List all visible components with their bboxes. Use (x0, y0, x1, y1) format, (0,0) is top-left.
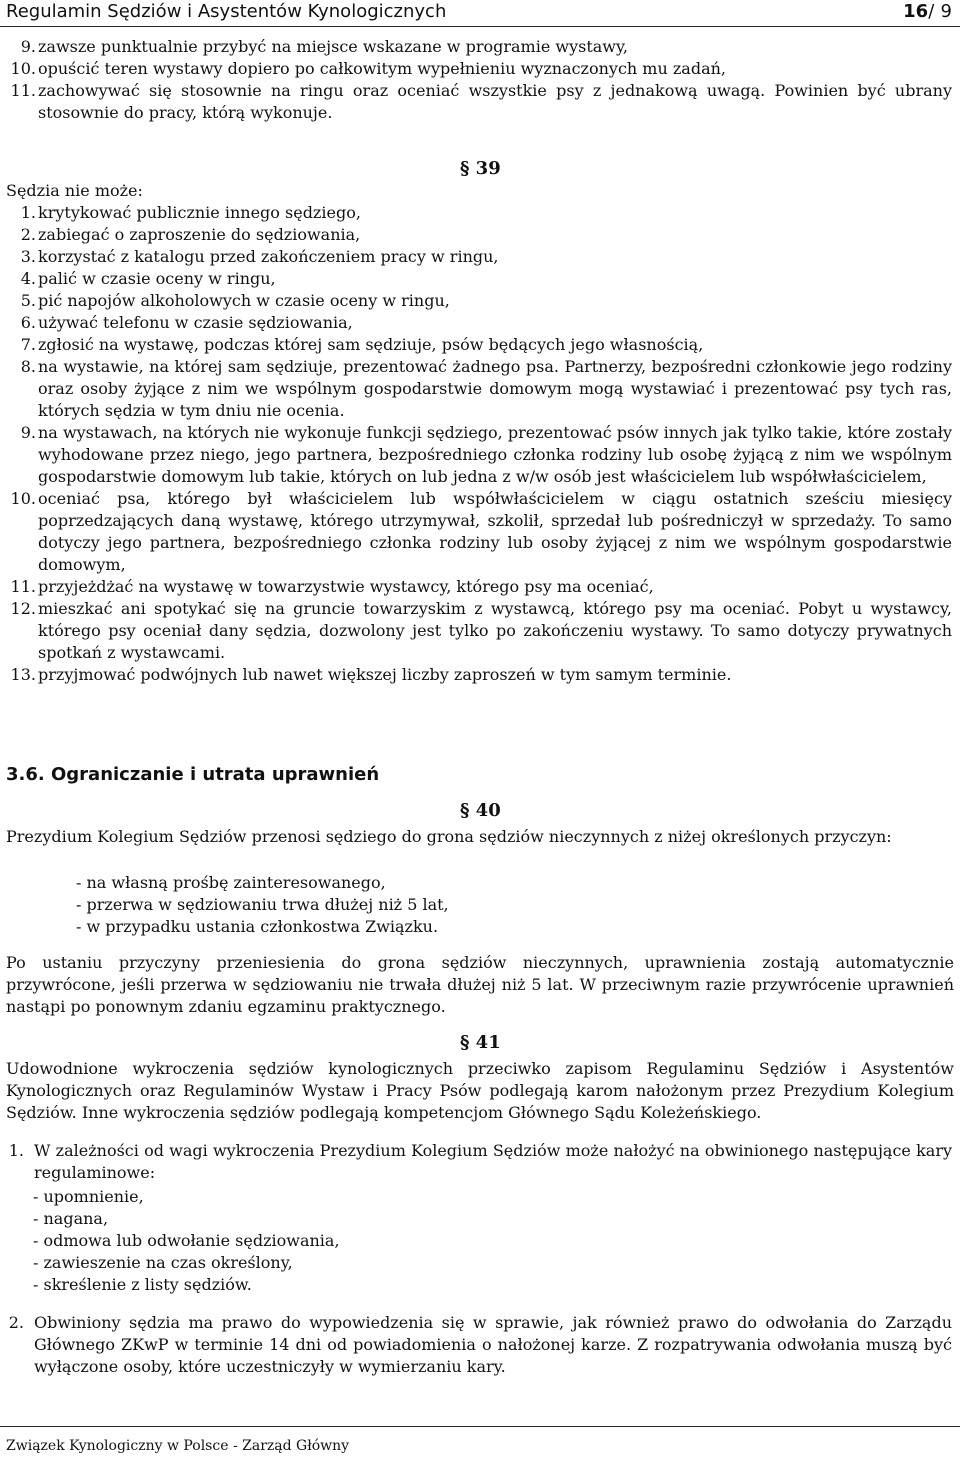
page-footer (0, 1426, 960, 1458)
paragraph-intro: Sędzia nie może: (6, 181, 143, 200)
page-separator: / (928, 1, 935, 22)
page-header (0, 0, 960, 27)
item-number: 10. (10, 489, 36, 508)
item-number: 9. (20, 37, 36, 56)
paragraph-text: Prezydium Kolegium Sędziów przenosi sędziego do grona sędziów nieczynnych z niżej określonych przyczyn: (6, 827, 892, 846)
appeal-list (0, 1312, 960, 1378)
list-item (0, 1140, 960, 1184)
item-number: 6. (20, 313, 36, 332)
item-text: opuścić teren wystawy dopiero po całkowitym wypełnieniu wyznaczonych mu zadań, (38, 59, 727, 78)
list-item: - upomnienie, (33, 1187, 144, 1206)
list-item (0, 356, 960, 422)
list-item (0, 664, 960, 686)
list-item (0, 312, 960, 334)
item-number: 11. (10, 577, 36, 596)
item-text: mieszkać ani spotykać się na gruncie towarzyskim z wystawcą, którego psy ma oceniać. Pobyt u wystawcy, którego psy oceniał dany sędzia, dozwolony jest tylko po zakończeniu wystawy. To samo dotyczy prywatnych spotkań z wystawcami. (38, 599, 952, 662)
item-number: 1. (20, 203, 36, 222)
item-text: przyjmować podwójnych lub nawet większej liczby zaproszeń w tym samym terminie. (38, 665, 732, 684)
item-text: palić w czasie oceny w ringu, (38, 269, 276, 288)
page-number (903, 0, 952, 24)
list-item (0, 246, 960, 268)
list-item (0, 80, 960, 124)
paragraph-heading-41: § 41 (460, 1032, 501, 1053)
item-text: Obwiniony sędzia ma prawo do wypowiedzenia się w sprawie, jak również prawo do odwołania do Zarządu Głównego ZKwP w terminie 14 dni od powiadomienia o nałożonej karze. Z rozpatrywania odwołania muszą być wyłączone osoby, które uczestniczyły w wymierzaniu kary. (34, 1313, 952, 1376)
section-heading: 3.6. Ograniczanie i utrata uprawnień (6, 764, 380, 785)
item-number: 2. (8, 1313, 24, 1332)
item-number: 5. (20, 291, 36, 310)
item-number: 1. (8, 1141, 24, 1160)
item-text: przyjeżdżać na wystawę w towarzystwie wystawcy, którego psy ma oceniać, (38, 577, 654, 596)
list-item (0, 268, 960, 290)
list-item (0, 422, 960, 488)
list-item (0, 334, 960, 356)
list-item (0, 36, 960, 58)
list-prohibitions (0, 202, 960, 686)
item-number: 12. (10, 599, 36, 618)
item-number: 9. (20, 423, 36, 442)
list-item (0, 576, 960, 598)
item-number: 13. (10, 665, 36, 684)
list-item (0, 58, 960, 80)
reasons-list (76, 872, 449, 938)
item-text: zawsze punktualnie przybyć na miejsce wskazane w programie wystawy, (38, 37, 628, 56)
item-number: 2. (20, 225, 36, 244)
item-number: 3. (20, 247, 36, 266)
list-item (0, 290, 960, 312)
item-number: 7. (20, 335, 36, 354)
item-number: 4. (20, 269, 36, 288)
list-continued (0, 36, 960, 124)
list-item (0, 488, 960, 576)
list-item: - odmowa lub odwołanie sędziowania, (33, 1231, 340, 1250)
paragraph-heading-40: § 40 (460, 800, 501, 821)
list-item (0, 202, 960, 224)
penalty-types-list (33, 1186, 340, 1296)
list-item: - skreślenie z listy sędziów. (33, 1275, 252, 1294)
item-text: używać telefonu w czasie sędziowania, (38, 313, 353, 332)
paragraph-heading-39: § 39 (460, 158, 501, 179)
list-item: - na własną prośbę zainteresowanego, (76, 873, 386, 892)
list-item (0, 1312, 960, 1378)
list-item: - w przypadku ustania członkostwa Związku. (76, 917, 439, 936)
paragraph-text: Udowodnione wykroczenia sędziów kynologicznych przeciwko zapisom Regulaminu Sędziów i Asystentów Kynologicznych oraz Regulaminów Wystaw i Pracy Psów podlegają karom nałożonym przez Prezydium Kolegium Sędziów. Inne wykroczenia sędziów podlegają kompetencjom Głównego Sądu Koleżeńskiego. (6, 1059, 954, 1122)
item-text: pić napojów alkoholowych w czasie oceny w ringu, (38, 291, 450, 310)
item-text: krytykować publicznie innego sędziego, (38, 203, 361, 222)
item-text: zachowywać się stosownie na ringu oraz oceniać wszystkie psy z jednakową uwagą. Powinien być ubrany stosownie do pracy, którą wykonuje. (38, 81, 952, 122)
list-item (0, 598, 960, 664)
item-number: 10. (10, 59, 36, 78)
item-text: zgłosić na wystawę, podczas której sam sędziuje, psów będących jego własnością, (38, 335, 704, 354)
total-pages: 9 (940, 1, 952, 22)
item-number: 8. (20, 357, 36, 376)
penalties-list (0, 1140, 960, 1184)
list-item: - nagana, (33, 1209, 109, 1228)
item-text: W zależności od wagi wykroczenia Prezydium Kolegium Sędziów może nałożyć na obwinionego następujące kary regulaminowe: (34, 1141, 952, 1182)
item-text: oceniać psa, którego był właścicielem lub współwłaścicielem w ciągu ostatnich sześciu miesięcy poprzedzających daną wystawę, którego utrzymywał, szkolił, sprzedał lub pośredniczył w sprzedaży. To samo dotyczy jego partnera, bezpośredniego członka rodziny lub osoby żyjącej z nim we wspólnym gospodarstwie domowym, (38, 489, 952, 574)
item-text: korzystać z katalogu przed zakończeniem pracy w ringu, (38, 247, 499, 266)
document-title: Regulamin Sędziów i Asystentów Kynologicznych (6, 1, 447, 22)
item-text: na wystawach, na których nie wykonuje funkcji sędziego, prezentować psów innych jak tylko takie, które zostały wyhodowane przez niego, jego partnera, bezpośredniego członka rodziny lub osobę żyjącą z nim we wspólnym gospodarstwie domowym lub takie, których on lub jedna z w/w osób jest właścicielem lub współwłaścicielem, (38, 423, 952, 486)
list-item: - zawieszenie na czas określony, (33, 1253, 293, 1272)
footer-text: Związek Kynologiczny w Polsce - Zarząd Główny (6, 1438, 350, 1454)
item-text: na wystawie, na której sam sędziuje, prezentować żadnego psa. Partnerzy, bezpośredni członkowie jego rodziny oraz osoby żyjące z nim we wspólnym gospodarstwie domowym mogą wystawiać i prezentować psy tych ras, których sędzia w tym dniu nie ocenia. (38, 357, 952, 420)
paragraph-text: Po ustaniu przyczyny przeniesienia do grona sędziów nieczynnych, uprawnienia zostają automatycznie przywrócone, jeśli przerwa w sędziowaniu nie trwała dłużej niż 5 lat. W przeciwnym razie przywrócenie uprawnień nastąpi po ponownym zdaniu egzaminu praktycznego. (6, 953, 954, 1016)
item-text: zabiegać o zaproszenie do sędziowania, (38, 225, 361, 244)
current-page: 16 (903, 1, 929, 22)
list-item: - przerwa w sędziowaniu trwa dłużej niż 5 lat, (76, 895, 449, 914)
list-item (0, 224, 960, 246)
item-number: 11. (10, 81, 36, 100)
